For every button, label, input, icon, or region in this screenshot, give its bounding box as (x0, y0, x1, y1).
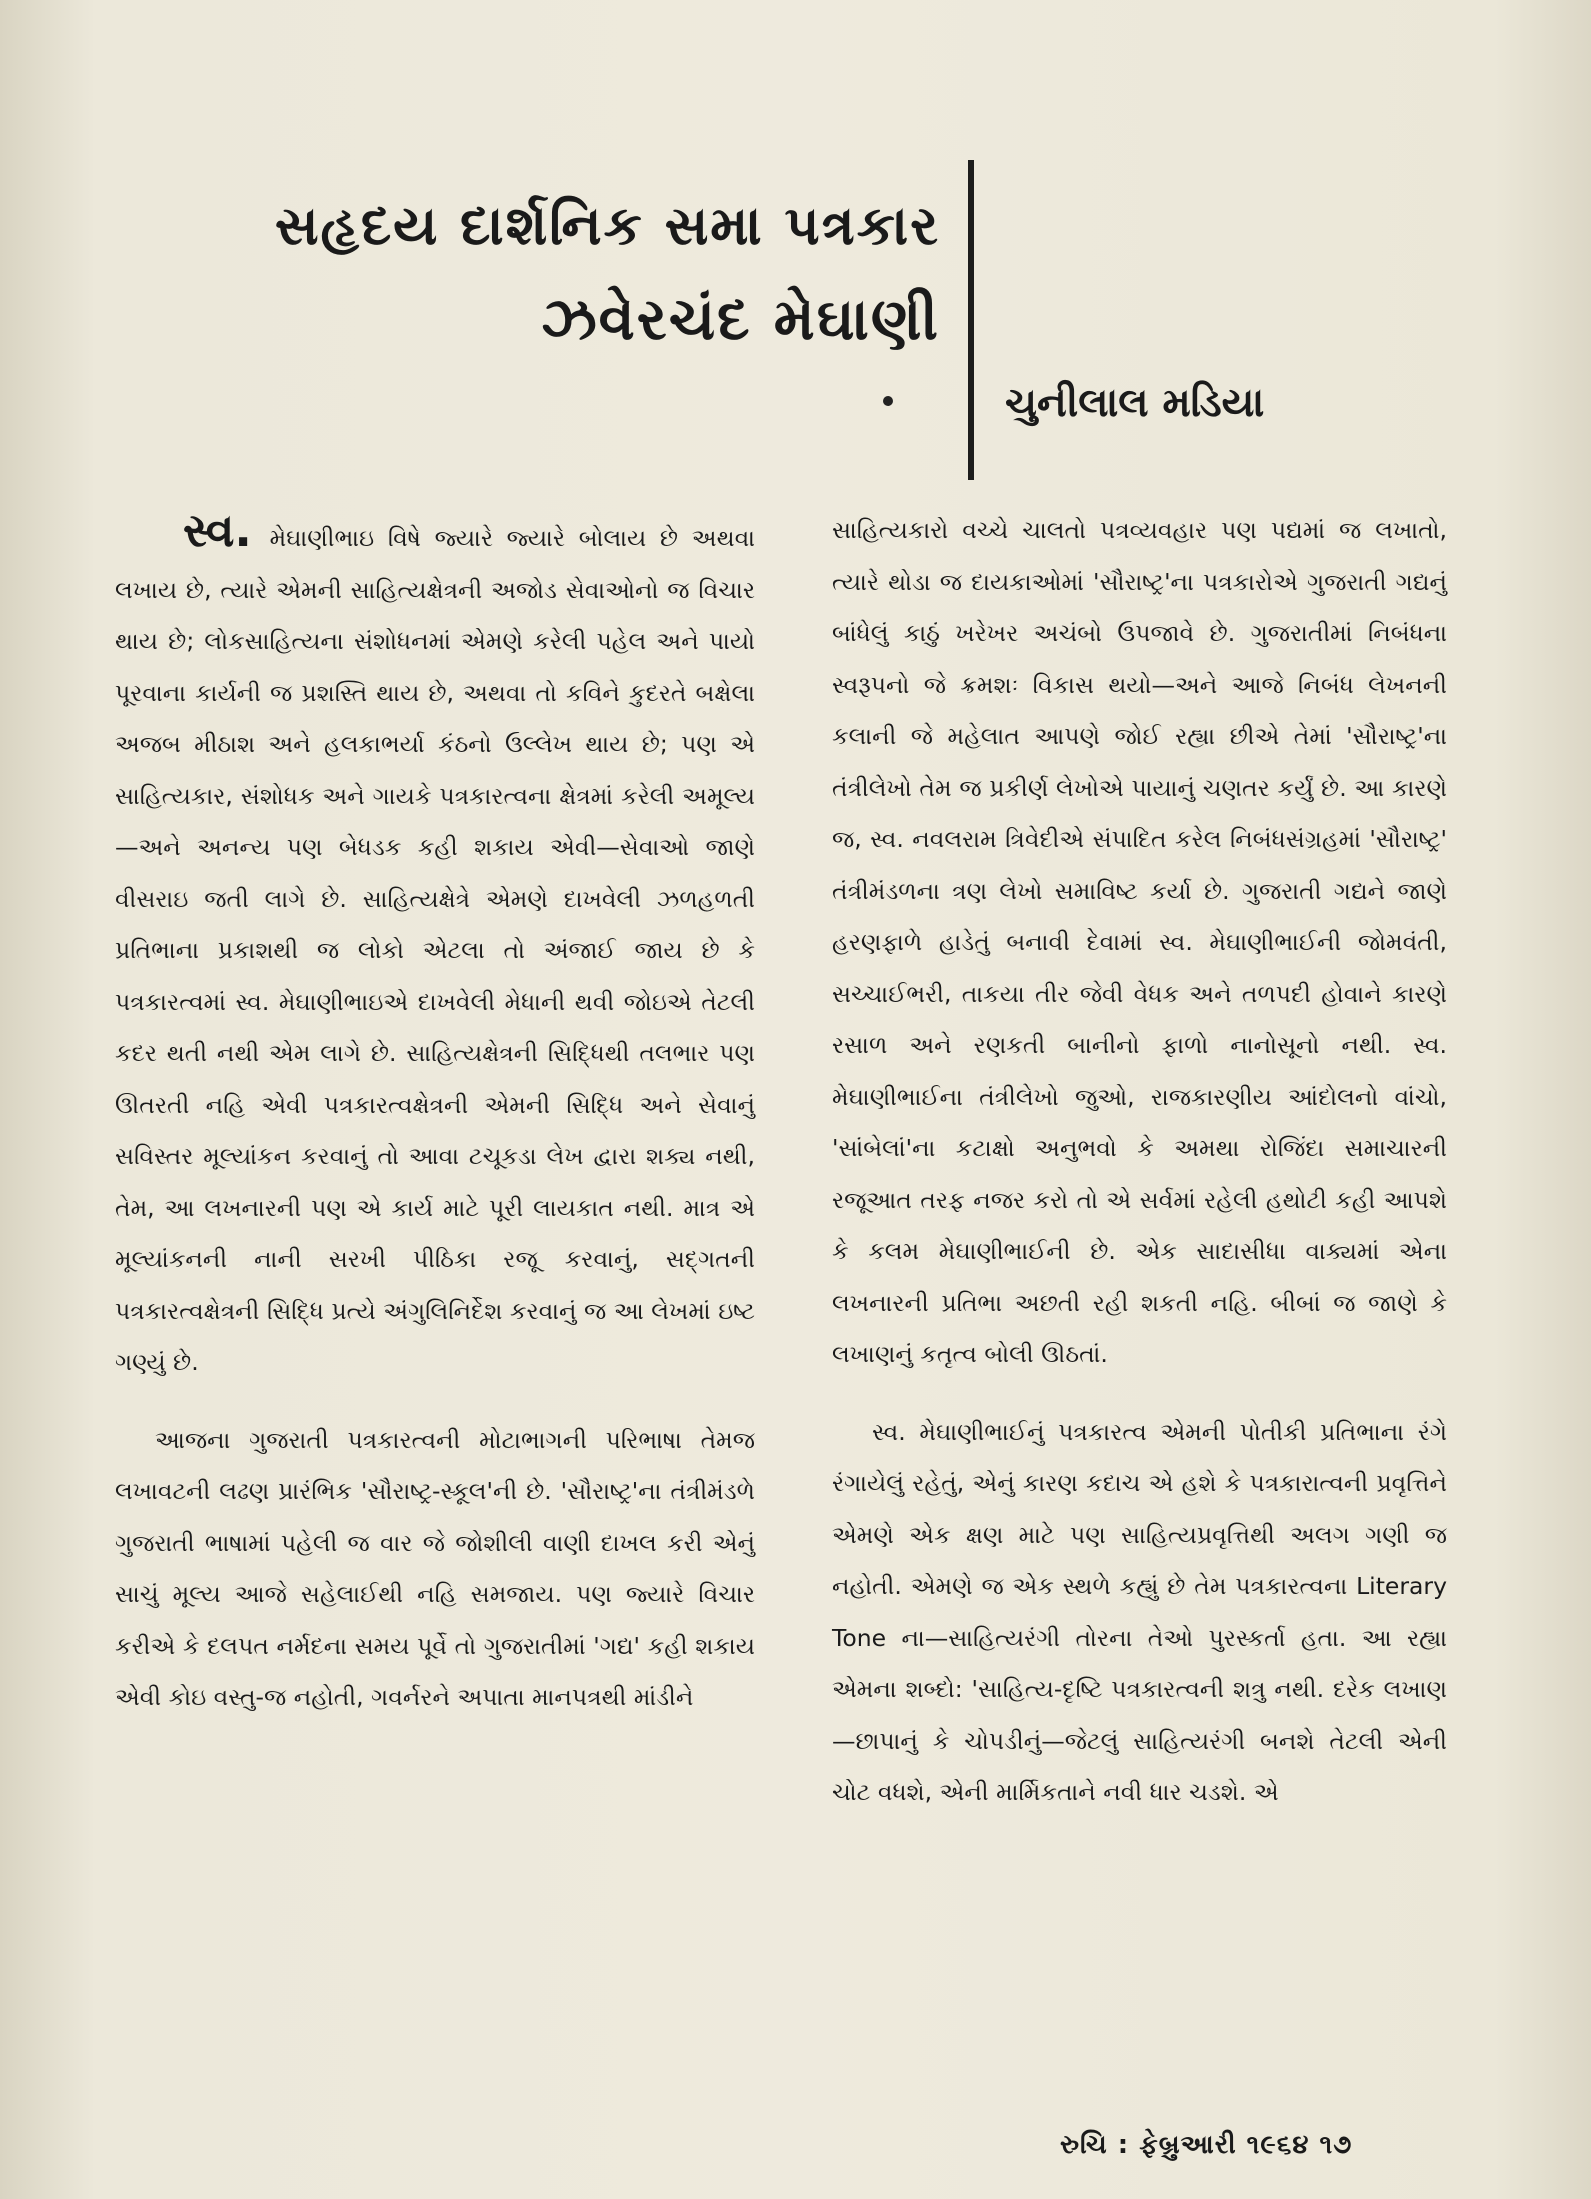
vertical-divider (968, 160, 974, 480)
right-column (832, 505, 1447, 1845)
decorative-dot (883, 396, 893, 406)
left-paragraph-2: આજના ગુજરાતી પત્રકારત્વની મોટાભાગની પરિભાષા તેમજ લખાવટની લઢણ પ્રારંભિક 'સૌરાષ્ટ્ર-સ્કૂલ'ની છે. 'સૌરાષ્ટ્ર'ના તંત્રીમંડળે ગુજરાતી ભાષામાં પહેલી જ વાર જે જોશીલી વાણી દાખલ કરી એનું સાચું મૂલ્ય આજે સહેલાઈથી નહિ સમજાય. પણ જ્યારે વિચાર કરીએ કે દલપત નર્મદના સમય પૂર્વે તો ગુજરાતીમાં 'ગદ્ય' કહી શકાય એવી કોઇ વસ્તુ-જ નહોતી, ગવર્નરને અપાતા માનપત્રથી માંડીને (115, 1425, 755, 1711)
right-paragraph-2: સ્વ. મેઘાણીભાઈનું પત્રકારત્વ એમની પોતીકી પ્રતિભાના રંગે રંગાયેલું રહેતું, એનું કારણ કદાચ એ હશે કે પત્રકારાત્વની પ્રવૃત્તિને એમણે એક ક્ષણ માટે પણ સાહિત્યપ્રવૃત્તિથી અલગ ગણી જ નહોતી. એમણે જ એક સ્થળે કહ્યું છે તેમ પત્રકારત્વના Literary Tone ના—સાહિત્યરંગી તોરના તેઓ પુરસ્કર્તા હતા. આ રહ્યા એમના શબ્દો: 'સાહિત્ય-દૃષ્ટિ પત્રકારત્વની શત્રુ નથી. દરેક લખાણ—છાપાનું કે ચોપડીનું—જેટલું સાહિત્યરંગી બનશે તેટલી એની ચોટ વધશે, એની માર્મિકતાને નવી ધાર ચડશે. એ (832, 1417, 1447, 1806)
right-paragraph-1: સાહિત્યકારો વચ્ચે ચાલતો પત્રવ્યવહાર પણ પદ્યમાં જ લખાતો, ત્યારે થોડા જ દાયકાઓમાં 'સૌરાષ્ટ્ર'ના પત્રકારોએ ગુજરાતી ગદ્યનું બાંધેલું કાઠું ખરેખર અચંબો ઉપજાવે છે. ગુજરાતીમાં નિબંધના સ્વરૂપનો જે ક્રમશઃ વિકાસ થયો—અને આજે નિબંધ લેખનની કલાની જે મહેલાત આપણે જોઈ રહ્યા છીએ તેમાં 'સૌરાષ્ટ્ર'ના તંત્રીલેખો તેમ જ પ્રકીર્ણ લેખોએ પાયાનું ચણતર કર્યું છે. આ કારણે જ, સ્વ. નવલરામ ત્રિવેદીએ સંપાદિત કરેલ નિબંધસંગ્રહમાં 'સૌરાષ્ટ્ર' તંત્રીમંડળના ત્રણ લેખો સમાવિષ્ટ કર્યા છે. ગુજરાતી ગદ્યને જાણે હરણફાળે હાડેતું બનાવી દેવામાં સ્વ. મેઘાણીભાઈની જોમવંતી, સચ્ચાઈભરી, તાકયા તીર જેવી વેધક અને તળપદી હોવાને કારણે રસાળ અને રણકતી બાનીનો ફાળો નાનોસૂનો નથી. સ્વ. મેઘાણીભાઈના તંત્રીલેખો જુઓ, રાજકારણીય આંદોલનો વાંચો, 'સાંબેલાં'ના કટાક્ષો અનુભવો કે અમથા રોજિંદા સમાચારની રજૂઆત તરફ નજર કરો તો એ સર્વમાં રહેલી હથોટી કહી આપશે કે કલમ મેઘાણીભાઈની છે. એક સાદાસીધા વાક્યમાં એના લખનારની પ્રતિભા અછતી રહી શકતી નહિ. બીબાં જ જાણે કે લખાણનું કતૃત્વ બોલી ઊઠતાં. (832, 516, 1447, 1368)
left-paragraph-1-text: મેઘાણીભાઇ વિષે જ્યારે જ્યારે બોલાય છે અથવા લખાય છે, ત્યારે એમની સાહિત્યક્ષેત્રની અજોડ સેવાઓનો જ વિચાર થાય છે; લોકસાહિત્યના સંશોધનમાં એમણે કરેલી પહેલ અને પાયો પૂરવાના કાર્યની જ પ્રશસ્તિ થાય છે, અથવા તો કવિને કુદરતે બક્ષેલા અજબ મીઠાશ અને હલકાભર્યા કંઠનો ઉલ્લેખ થાય છે; પણ એ સાહિત્યકાર, સંશોધક અને ગાયકે પત્રકારત્વના ક્ષેત્રમાં કરેલી અમૂલ્ય—અને અનન્ય પણ બેધડક કહી શકાય એવી—સેવાઓ જાણે વીસરાઇ જતી લાગે છે. સાહિત્યક્ષેત્રે એમણે દાખવેલી ઝળહળતી પ્રતિભાના પ્રકાશથી જ લોકો એટલા તો અંજાઈ જાય છે કે પત્રકારત્વમાં સ્વ. મેઘાણીભાઇએ દાખવેલી મેધાની થવી જોઇએ તેટલી કદર થતી નથી એમ લાગે છે. સાહિત્યક્ષેત્રની સિદ્ધિથી તલભાર પણ ઊતરતી નહિ એવી પત્રકારત્વક્ષેત્રની એમની સિદ્ધિ અને સેવાનું સવિસ્તર મૂલ્યાંકન કરવાનું તો આવા ટચૂકડા લેખ દ્વારા શક્ય નથી, તેમ, આ લખનારની પણ એ કાર્ય માટે પૂરી લાયકાત નથી. માત્ર એ મૂલ્યાંકનની નાની સરખી પીઠિકા રજૂ કરવાનું, સદ્ગતની પત્રકારત્વક્ષેત્રની સિદ્ધિ પ્રત્યે અંગુલિનિર્દેશ કરવાનું જ આ લેખમાં ઇષ્ટ ગણ્યું છે. (115, 524, 755, 1376)
page-footer: રુચિ : ફેબ્રુઆરી ૧૯૬૪ ૧૭ (1060, 2130, 1353, 2160)
left-paragraph-1 (115, 505, 755, 1389)
left-column (115, 505, 755, 1750)
article-title (200, 190, 940, 362)
dropcap: સ્વ. (183, 503, 252, 557)
title-line-2: ઝવેરચંદ મેઘાણી (541, 285, 940, 353)
title-line-1: સહૃદય દાર્શનિક સમા પત્રકાર (274, 194, 940, 257)
author-name: ચુનીલાલ મડિયા (1005, 380, 1265, 426)
